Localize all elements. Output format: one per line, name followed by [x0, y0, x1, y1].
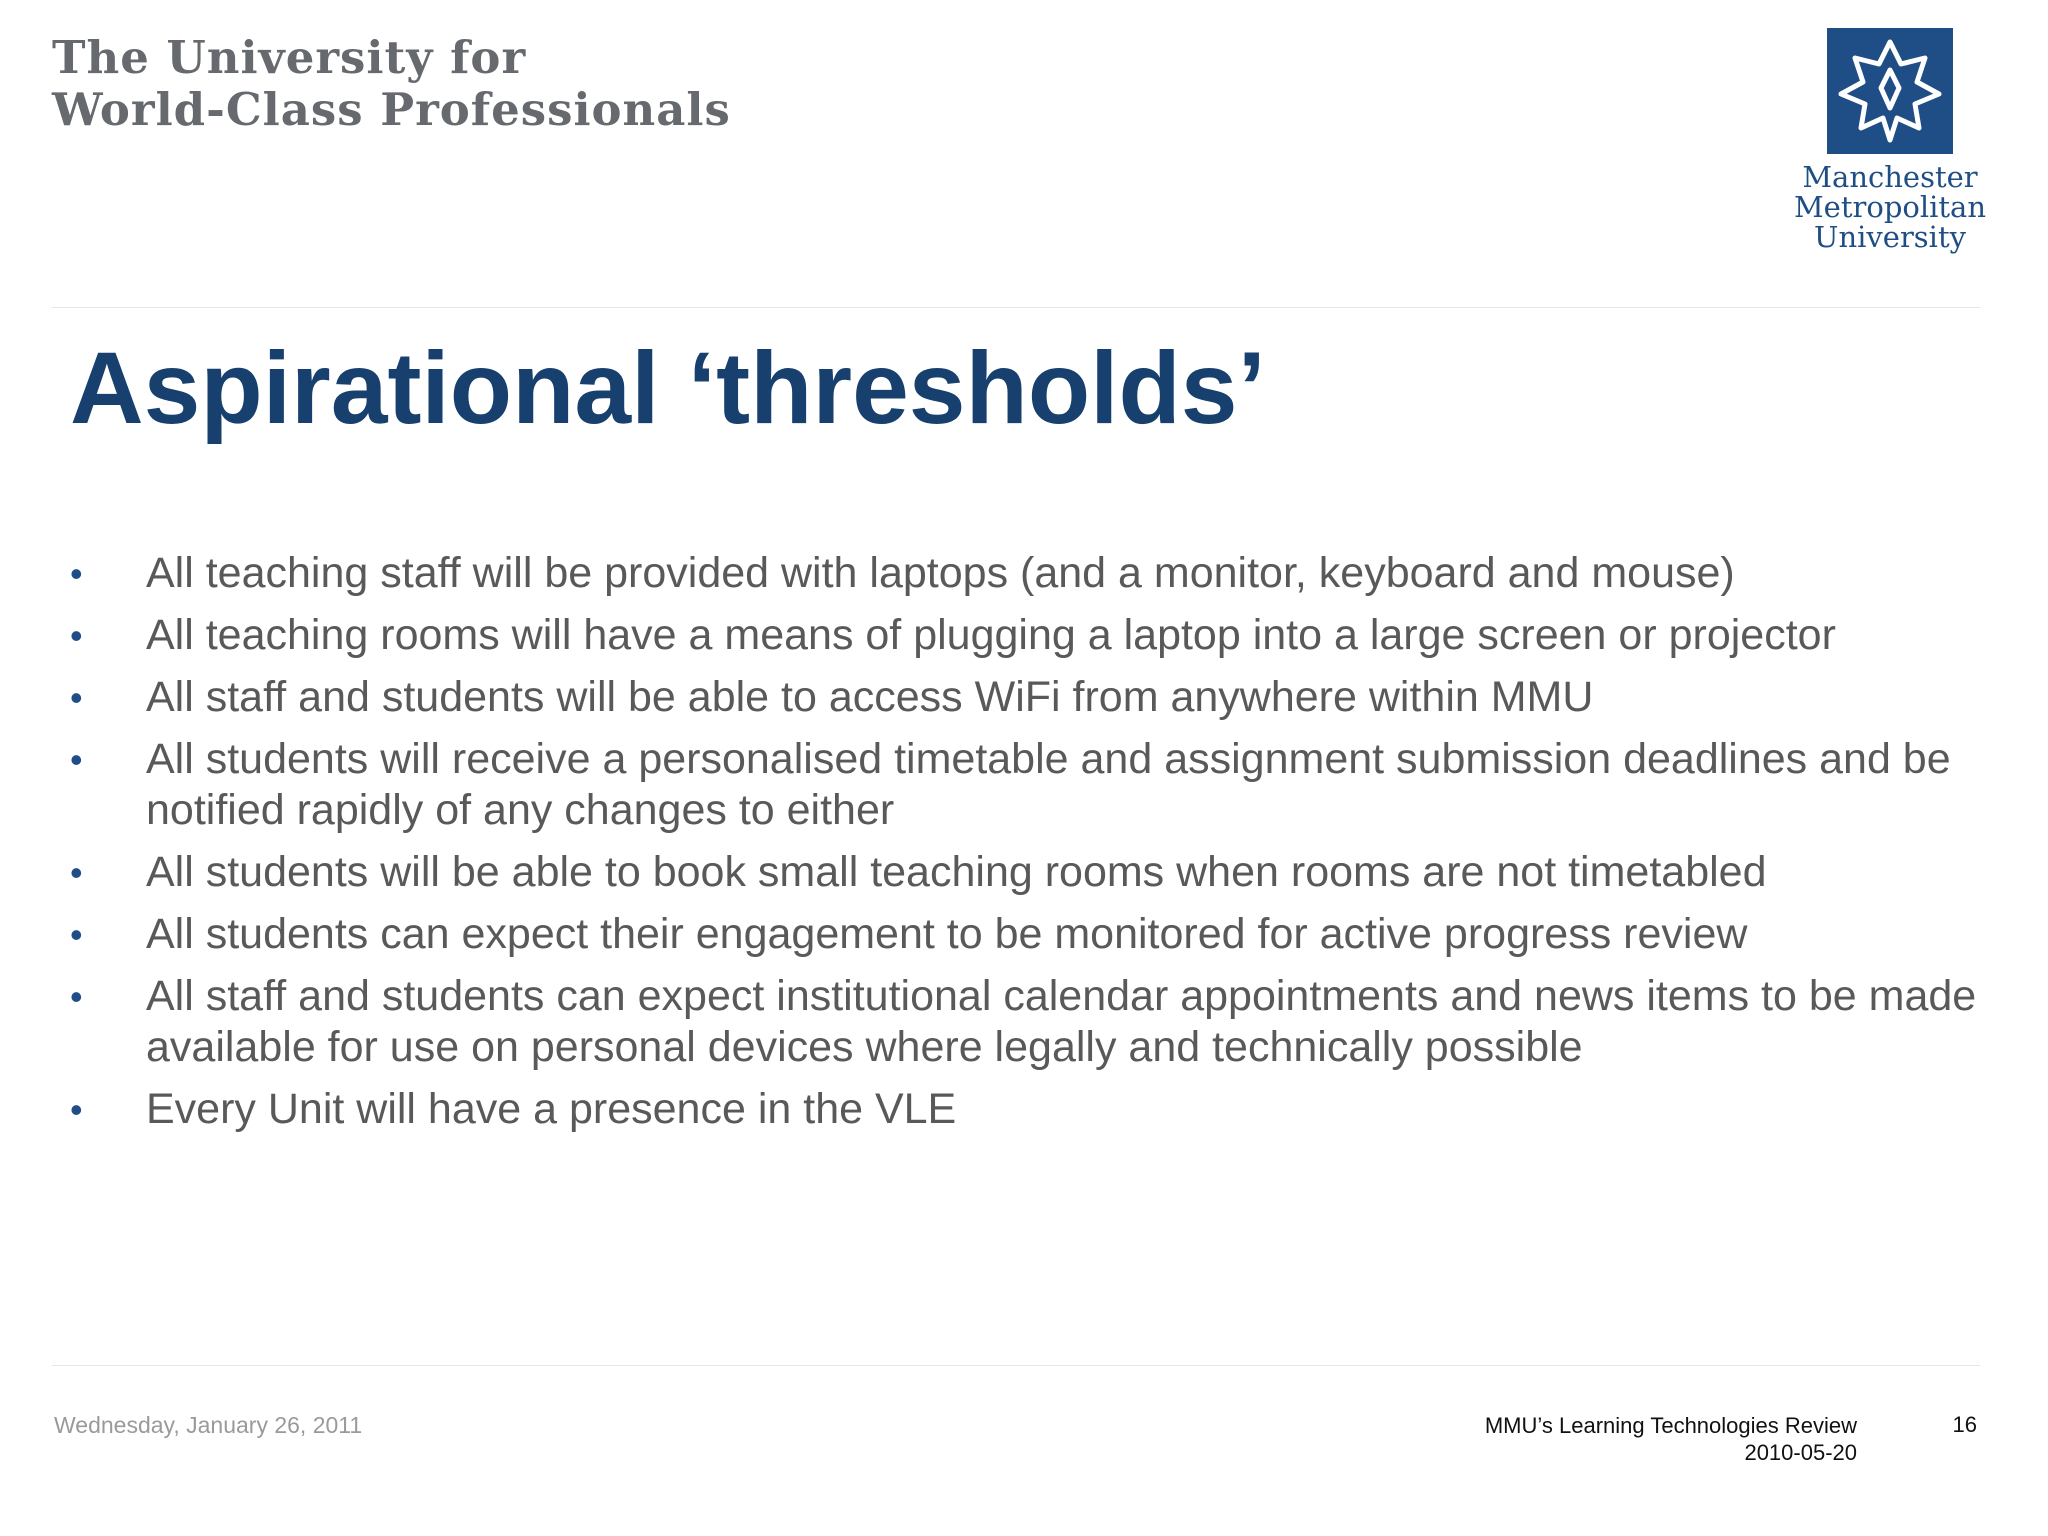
bullet-item: [70, 1084, 1990, 1135]
bullet-text: All students will receive a personalised timetable and assignment submission deadlines and be notified rapidly of any changes to either: [146, 735, 1951, 834]
bullet-icon: •: [70, 615, 83, 656]
bullet-list: [70, 548, 1990, 1146]
tagline-line-1: The University for: [52, 31, 527, 84]
bullet-text: All teaching rooms will have a means of plugging a laptop into a large screen or projector: [146, 611, 1836, 659]
bullet-item: [70, 548, 1990, 599]
university-tagline: [52, 32, 731, 136]
bullet-icon: •: [70, 677, 83, 718]
bullet-item: [70, 971, 1990, 1073]
footer-date: Wednesday, January 26, 2011: [54, 1412, 363, 1438]
slide-title: Aspirational ‘thresholds’: [70, 331, 1266, 445]
bullet-item: [70, 847, 1990, 898]
bullet-text: All students will be able to book small teaching rooms when rooms are not timetabled: [146, 848, 1767, 896]
bullet-text: All staff and students will be able to access WiFi from anywhere within MMU: [146, 673, 1594, 721]
logo-wordmark: [1790, 162, 1990, 252]
tagline-line-2: World-Class Professionals: [52, 83, 731, 136]
bullet-item: [70, 909, 1990, 960]
bullet-icon: •: [70, 1089, 83, 1130]
bullet-icon: •: [70, 976, 83, 1017]
bullet-icon: •: [70, 553, 83, 594]
footer-divider: [52, 1365, 1980, 1366]
header-divider: [52, 307, 1980, 308]
bullet-item: [70, 734, 1990, 836]
bullet-item: [70, 672, 1990, 723]
bullet-text: All students can expect their engagement to be monitored for active progress review: [146, 910, 1748, 958]
bullet-icon: •: [70, 914, 83, 955]
bullet-text: Every Unit will have a presence in the VLE: [146, 1085, 957, 1133]
footer-doc-title: MMU’s Learning Technologies Review: [1484, 1413, 1857, 1438]
logo-line-3: University: [1814, 220, 1966, 254]
bullet-item: [70, 610, 1990, 661]
bullet-icon: •: [70, 852, 83, 893]
page-number: 16: [1952, 1412, 1977, 1437]
logo-line-2: Metropolitan: [1793, 190, 1987, 224]
footer-document-info: [1485, 1412, 1857, 1466]
bullet-text: All teaching staff will be provided with laptops (and a monitor, keyboard and mouse): [146, 549, 1735, 597]
footer-doc-date: 2010-05-20: [1744, 1440, 1857, 1465]
university-logo: [1790, 28, 1990, 252]
bullet-icon: •: [70, 739, 83, 780]
mmu-crest-icon: [1827, 28, 1953, 154]
bullet-text: All staff and students can expect institutional calendar appointments and news items to be made available for use on personal devices where legally and technically possible: [146, 972, 1977, 1071]
logo-line-1: Manchester: [1802, 160, 1978, 194]
